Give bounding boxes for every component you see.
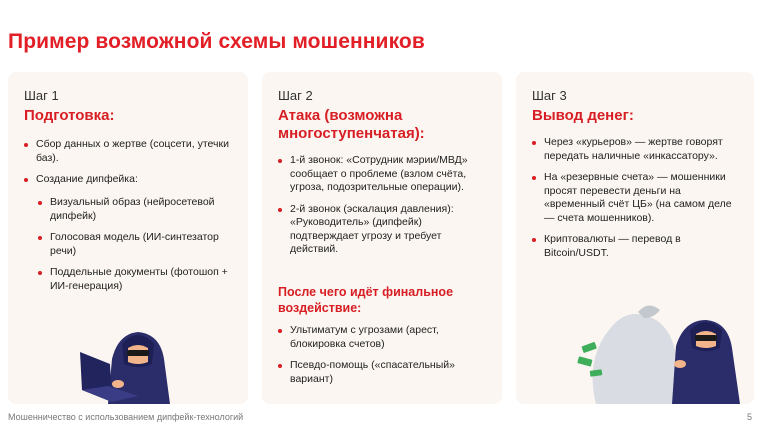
- step-label: Шаг 3: [532, 88, 567, 103]
- list-item: Сбор данных о жертве (соцсети, утечки баз).: [24, 138, 236, 165]
- hacker-with-laptop-icon: [78, 304, 198, 404]
- list-item: Криптовалюты — перевод в Bitcoin/USDT.: [532, 233, 742, 260]
- step-heading: Вывод денег:: [532, 107, 634, 124]
- list-item: 1-й звонок: «Сотрудник мэрии/МВД» сообщает о проблеме (взлом счёта, угроза, подозрительные операции).: [278, 154, 490, 195]
- step-card-1: [8, 72, 248, 404]
- step-heading: Атака (возможна многоступенчатая):: [278, 107, 425, 142]
- page-number: 5: [746, 412, 752, 422]
- step-card-3: [516, 72, 754, 404]
- list-item: Ультиматум с угрозами (арест, блокировка счетов): [278, 324, 490, 351]
- list-item: Поддельные документы (фотошоп + ИИ-генерация): [38, 266, 234, 293]
- step-card-2: [262, 72, 502, 404]
- list-item: Через «курьеров» — жертве говорят передать наличные «инкассатору».: [532, 136, 742, 163]
- step-label: Шаг 1: [24, 88, 59, 103]
- list-item: Визуальный образ (нейросетевой дипфейк): [38, 196, 234, 223]
- list-item: Создание дипфейка:: [24, 173, 236, 187]
- list-item: Псевдо-помощь («спасательный» вариант): [278, 359, 490, 386]
- step-list: [278, 154, 490, 257]
- step-list: [532, 136, 742, 260]
- sub-list: [38, 196, 234, 293]
- list-item: На «резервные счета» — мошенники просят перевести деньги на «временный счёт ЦБ» (на самом деле — счета мошенников).: [532, 171, 742, 225]
- list-item: 2-й звонок (эскалация давления): «Руководитель» (дипфейк) подтверждает угрозу и требует действий.: [278, 203, 490, 257]
- step-label: Шаг 2: [278, 88, 313, 103]
- page-title: Пример возможной схемы мошенников: [8, 30, 425, 53]
- footer-text: Мошенничество с использованием дипфейк-технологий: [8, 412, 244, 422]
- step-list: [24, 138, 236, 187]
- step-heading: Подготовка:: [24, 107, 115, 124]
- thief-with-money-bag-icon: [576, 286, 752, 404]
- list-item: Голосовая модель (ИИ-синтезатор речи): [38, 231, 234, 258]
- final-heading: После чего идёт финальное воздействие:: [278, 285, 454, 315]
- final-list: [278, 324, 490, 386]
